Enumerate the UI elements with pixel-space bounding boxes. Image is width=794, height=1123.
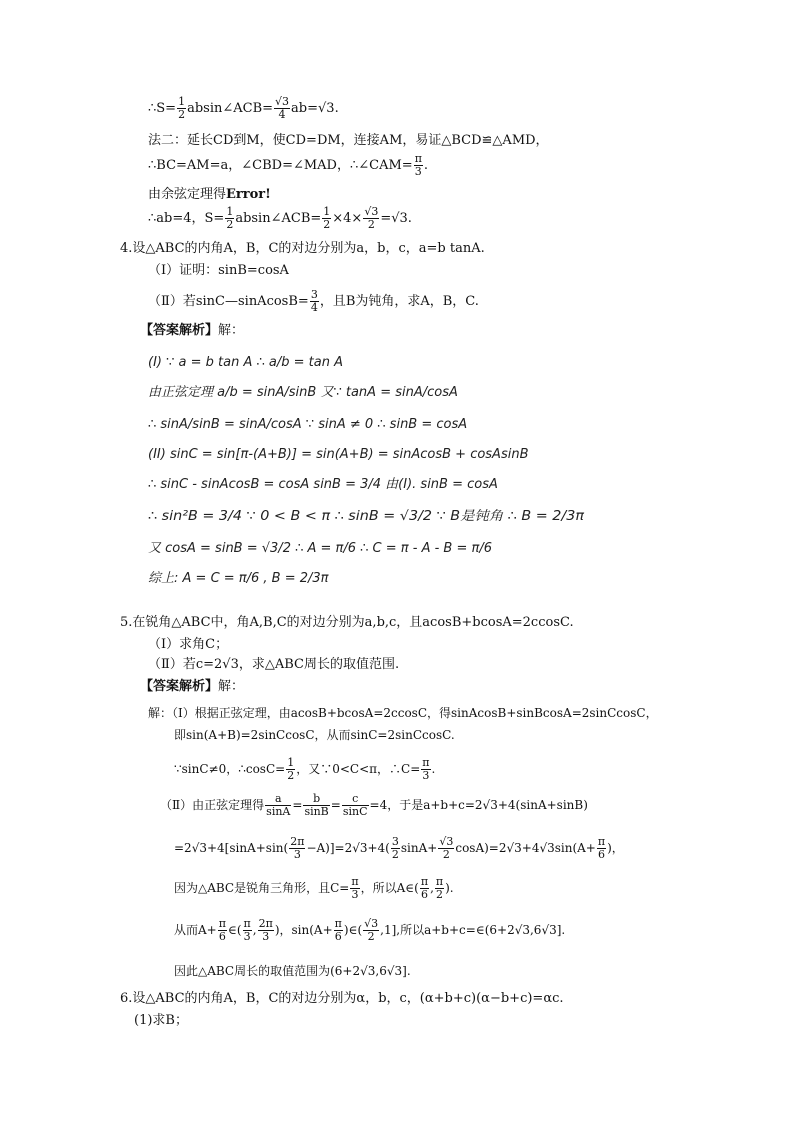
fraction: $\frac{b}{\sin B}$ bbox=[304, 792, 329, 818]
s3-line-3: ∴BC=AM=a，∠CBD=∠MAD，∴∠CAM= $\frac{\pi}{3}$ . bbox=[148, 152, 429, 178]
fraction: $\frac{\pi}{6}$ bbox=[420, 875, 429, 901]
hw-line: 又 cosA = sinB = √3/2 ∴ A = π/6 ∴ C = π - A - B = π/6 bbox=[148, 541, 492, 556]
hw-line: (I) ∵ a = b tan A ∴ a/b = tan A bbox=[148, 355, 343, 370]
fraction: $\frac{2\pi}{3}$ bbox=[290, 835, 305, 861]
q5-sol-6: 因为△ABC是锐角三角形，且C= $\frac{\pi}{3}$ ，所以A∈( $\frac{\pi}{6}$ , $\frac{\pi}{2}$ ). bbox=[174, 875, 454, 901]
q5-sol-8: 因此△ABC周长的取值范围为(6+2√3,6√3]. bbox=[174, 964, 411, 978]
q5-answer-heading: 【答案解析】解： bbox=[140, 679, 245, 694]
q6-part1: (1)求B； bbox=[134, 1013, 188, 1028]
hw-line: ∴ sinC - sinAcosB = cosA sinB = 3/4 由(I). sinB = cosA bbox=[148, 477, 498, 492]
fraction: $\frac{\pi}{6}$ bbox=[218, 917, 226, 943]
q5-sol-7: 从而A+ $\frac{\pi}{6}$ ∈( $\frac{\pi}{3}$ , $\frac{2\pi}{3}$ )，sin(A+ $\frac{\pi}{6}$ )∈( $\frac{√3}{2}$ ,1],所以a+b+c=∈(6+2√3,6√3]. bbox=[174, 917, 566, 943]
fraction: $\frac{a}{\sin A}$ bbox=[266, 792, 291, 818]
fraction: $\frac{\pi}{3}$ bbox=[243, 917, 251, 943]
s3-line-4: 由余弦定理得Error! bbox=[148, 187, 271, 202]
s3-line-1: ∴S= $\frac{1}{2}$ absin∠ACB= $\frac{√3}{4}$ ab=√3. bbox=[148, 95, 339, 121]
q5-sol-2: 即sin(A+B)=2sinCcosC，从而sinC=2sinCcosC. bbox=[174, 728, 455, 742]
fraction: $\frac{\pi}{6}$ bbox=[597, 835, 606, 861]
q5-title: 5.在锐角△ABC中，角A,B,C的对边分别为a,b,c，且acosB+bcosA=2ccosC. bbox=[120, 615, 574, 630]
q4-part2: （Ⅱ）若sinC—sinAcosB= $\frac{3}{4}$ ，且B为钝角，求A，B，C. bbox=[148, 288, 479, 314]
q5-part2: （Ⅱ）若c=2√3，求△ABC周长的取值范围. bbox=[148, 657, 400, 672]
text: ∴S= bbox=[148, 101, 177, 116]
hw-line: ∴ sinA/sinB = sinA/cosA ∵ sinA ≠ 0 ∴ sinB = cosA bbox=[148, 417, 468, 432]
hw-line: 综上: A = C = π/6 , B = 2/3π bbox=[148, 571, 329, 586]
fraction: $\frac{2\pi}{3}$ bbox=[258, 917, 273, 943]
fraction: $\frac{3}{4}$ bbox=[310, 288, 318, 314]
fraction: $\frac{√3}{2}$ bbox=[439, 835, 454, 861]
fraction: $\frac{\pi}{2}$ bbox=[435, 875, 444, 901]
fraction: $\frac{√3}{4}$ bbox=[275, 95, 290, 121]
fraction: $\frac{√3}{2}$ bbox=[364, 917, 379, 943]
q4-answer-heading: 【答案解析】解： bbox=[140, 323, 245, 338]
q5-sol-3: ∵sinC≠0，∴cosC= $\frac{1}{2}$ ，又∵0<C<π，∴C= $\frac{\pi}{3}$ . bbox=[174, 756, 436, 782]
fraction: $\frac{\pi}{3}$ bbox=[351, 875, 359, 901]
handwritten-solution bbox=[148, 348, 588, 588]
fraction: $\frac{1}{2}$ bbox=[323, 205, 331, 231]
hw-line: ∴ sin²B = 3/4 ∵ 0 < B < π ∴ sinB = √3/2 ∵ B是钝角 ∴ B = 2/3π bbox=[148, 509, 585, 524]
hw-line: (II) sinC = sin[π-(A+B)] = sin(A+B) = sinAcosB + cosAsinB bbox=[148, 447, 529, 462]
q6-title: 6.设△ABC的内角A，B，C的对边分别为α，b，c，(α+b+c)(α−b+c)=αc. bbox=[120, 991, 564, 1006]
fraction: $\frac{3}{2}$ bbox=[391, 835, 399, 861]
error-text: Error! bbox=[226, 187, 271, 202]
fraction: $\frac{1}{2}$ bbox=[287, 756, 295, 782]
fraction: $\frac{\pi}{3}$ bbox=[422, 756, 430, 782]
q4-title: 4.设△ABC的内角A，B，C的对边分别为a，b，c，a=b tanA. bbox=[120, 241, 485, 256]
q5-sol-1: 解：（Ⅰ）根据正弦定理，由acosB+bcosA=2ccosC，得sinAcosB+sinBcosA=2sinCcosC， bbox=[148, 706, 658, 720]
q5-part1: （Ⅰ）求角C； bbox=[148, 637, 229, 652]
fraction: $\frac{\pi}{6}$ bbox=[334, 917, 342, 943]
s3-line-2: 法二：延长CD到M，使CD=DM，连接AM，易证△BCD≌△AMD， bbox=[148, 133, 549, 148]
fraction: $\frac{√3}{2}$ bbox=[364, 205, 379, 231]
fraction: $\frac{1}{2}$ bbox=[178, 95, 186, 121]
q5-sol-4: （Ⅱ）由正弦定理得 $\frac{a}{\sin A}$ = $\frac{b}{\sin B}$ = $\frac{c}{\sin C}$ =4，于是a+b+c=2√3+4(sinA+sinB) bbox=[160, 792, 588, 818]
s3-line-5: ∴ab=4，S= $\frac{1}{2}$ absin∠ACB= $\frac{1}{2}$ ×4× $\frac{√3}{2}$ =√3. bbox=[148, 205, 412, 231]
fraction: $\frac{c}{\sin C}$ bbox=[342, 792, 368, 818]
fraction: $\frac{1}{2}$ bbox=[226, 205, 234, 231]
q4-part1: （Ⅰ）证明：sinB=cosA bbox=[148, 263, 289, 278]
fraction: $\frac{\pi}{3}$ bbox=[414, 152, 422, 178]
hw-line: 由正弦定理 a/b = sinA/sinB 又∵ tanA = sinA/cosA bbox=[148, 385, 458, 400]
q5-sol-5: =2√3+4[sinA+sin( $\frac{2\pi}{3}$ −A)]=2√3+4( $\frac{3}{2}$ sinA+ $\frac{√3}{2}$ cosA)=2√3+4√3sin(A+ $\frac{\pi}{6}$ )， bbox=[174, 835, 624, 861]
